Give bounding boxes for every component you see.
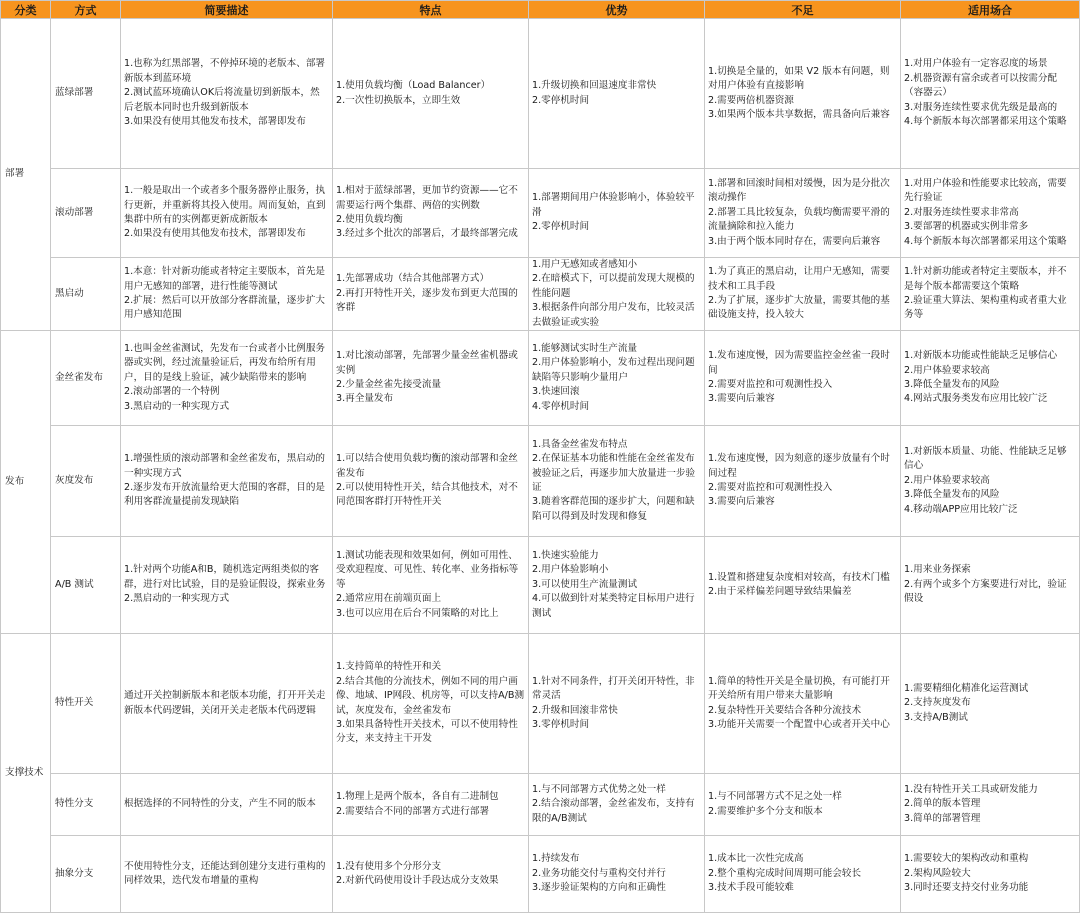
scenarios-line: 2.有两个或多个方案要进行对比，验证假设: [904, 578, 1067, 605]
scenarios-line: 3.同时还要支持交付业务功能: [904, 882, 1029, 894]
advantages-cell: [529, 774, 705, 836]
header-features: 特点: [333, 1, 529, 19]
disadvantages-line: 1.部署和回滚时间相对缓慢，因为是分批次滚动操作: [708, 177, 890, 204]
scenarios-line: 3.降低全量发布的风险: [904, 379, 1000, 391]
advantages-line: 3.快速回滚: [532, 386, 580, 398]
scenarios-line: 1.用来业务探索: [904, 564, 971, 576]
description-line: 1.也叫金丝雀测试，先发布一台或者小比例服务器或实例，经过流量验证后，再发布给所有用户，目的是线上验证，减少缺陷带来的影响: [124, 343, 326, 383]
disadvantages-line: 3.如果两个版本共享数据，需具备向后兼容: [708, 108, 890, 120]
category-cell: 支撑技术: [1, 634, 51, 913]
advantages-cell: [529, 331, 705, 426]
table-row: [1, 836, 1080, 913]
header-row: [1, 1, 1080, 19]
features-line: 1.相对于蓝绿部署，更加节约资源——它不需要运行两个集群、两倍的实例数: [336, 185, 518, 211]
advantages-line: 2.结合滚动部署，金丝雀发布，支持有限的A/B测试: [532, 798, 695, 824]
features-cell: [333, 537, 529, 634]
method-cell: 特性分支: [51, 774, 121, 836]
method-cell: 蓝绿部署: [51, 19, 121, 169]
header-category: 分类: [1, 1, 51, 19]
features-cell: [333, 169, 529, 258]
description-line: 3.如果没有使用其他发布技术，部署即发布: [124, 116, 306, 128]
advantages-line: 4.零停机时间: [532, 400, 590, 412]
advantages-cell: [529, 19, 705, 169]
header-description: 简要描述: [121, 1, 333, 19]
description-cell: [121, 258, 333, 331]
advantages-line: 3.逐步验证架构的方向和正确性: [532, 882, 666, 894]
method-cell: 抽象分支: [51, 836, 121, 913]
description-line: 1.针对两个功能A和B，随机选定两组类似的客群，进行对比试验，目的是验证假设，探索业务: [124, 564, 326, 590]
disadvantages-line: 2.复杂特性开关要结合各种分流技术: [708, 704, 862, 716]
features-cell: [333, 19, 529, 169]
advantages-line: 1.升级切换和回退速度非常快: [532, 80, 657, 92]
scenarios-cell: [901, 426, 1080, 537]
disadvantages-cell: [705, 169, 901, 258]
disadvantages-line: 3.需要向后兼容: [708, 393, 775, 405]
method-cell: 金丝雀发布: [51, 331, 121, 426]
disadvantages-line: 1.简单的特性开关是全量切换，有可能打开开关给所有用户带来大量影响: [708, 675, 890, 702]
features-line: 2.再打开特性开关，逐步发布到更大范围的客群: [336, 287, 518, 314]
features-line: 3.如果具备特性开关技术，可以不使用特性分支，来支持主干开发: [336, 718, 518, 745]
features-line: 1.测试功能表现和效果如何，例如可用性、受欢迎程度、可见性、转化率、业务指标等等: [336, 550, 519, 590]
disadvantages-line: 1.设置和搭建复杂度相对较高，有技术门槛: [708, 571, 890, 583]
category-cell: 发布: [1, 331, 51, 634]
table-row: [1, 331, 1080, 426]
disadvantages-cell: [705, 634, 901, 774]
scenarios-line: 3.支持A/B测试: [904, 711, 968, 723]
scenarios-line: 1.没有特性开关工具或研发能力: [904, 783, 1038, 795]
method-cell: 特性开关: [51, 634, 121, 774]
disadvantages-line: 3.功能开关需要一个配置中心或者开关中心: [708, 718, 890, 730]
scenarios-line: 1.需要较大的架构改动和重构: [904, 853, 1029, 865]
table-row: [1, 634, 1080, 774]
disadvantages-cell: [705, 19, 901, 169]
advantages-line: 1.持续发布: [532, 853, 580, 865]
features-line: 1.使用负载均衡（Load Balancer）: [336, 80, 491, 92]
disadvantages-line: 2.需要对监控和可观测性投入: [708, 379, 833, 391]
disadvantages-cell: [705, 774, 901, 836]
scenarios-line: 4.每个新版本每次部署都采用这个策略: [904, 116, 1067, 128]
description-cell: [121, 537, 333, 634]
features-cell: [333, 836, 529, 913]
features-line: 2.少量金丝雀先接受流量: [336, 379, 442, 391]
disadvantages-cell: [705, 537, 901, 634]
features-cell: [333, 634, 529, 774]
features-line: 1.对比滚动部署，先部署少量金丝雀机器或实例: [336, 350, 518, 376]
description-line: 2.滚动部署的一个特例: [124, 386, 220, 398]
disadvantages-line: 1.发布速度慢，因为需要监控金丝雀一段时间: [708, 350, 890, 376]
features-line: 2.结合其他的分流技术，例如不同的用户画像、地域、IP网段、机房等，可以支持A/B测试，灰度发布，金丝雀发布: [336, 675, 525, 716]
features-cell: [333, 426, 529, 537]
advantages-line: 3.可以使用生产流量测试: [532, 578, 638, 590]
advantages-line: 1.与不同部署方式优势之处一样: [532, 783, 666, 795]
description-line: 2.测试蓝环境确认OK后将流量切到新版本，然后老版本同时也升级到新版本: [124, 87, 320, 113]
description-cell: [121, 634, 333, 774]
advantages-line: 1.具备金丝雀发布特点: [532, 438, 628, 450]
advantages-line: 1.快速实验能力: [532, 550, 599, 562]
table-row: [1, 258, 1080, 331]
disadvantages-line: 3.需要向后兼容: [708, 496, 775, 508]
description-line: 1.一般是取出一个或者多个服务器停止服务，执行更新，并重新将其投入使用。周而复始，直到集群中所有的实例都更新成新版本: [124, 185, 326, 225]
description-cell: [121, 331, 333, 426]
advantages-cell: [529, 836, 705, 913]
features-line: 1.先部署成功（结合其他部署方式）: [336, 273, 490, 285]
table-row: [1, 774, 1080, 836]
description-line: 2.黑启动的一种实现方式: [124, 593, 230, 605]
scenarios-cell: [901, 19, 1080, 169]
disadvantages-cell: [705, 258, 901, 331]
disadvantages-line: 2.为了扩展，逐步扩大放量，需要其他的基础设施支持，投入较大: [708, 295, 890, 321]
disadvantages-line: 2.需要维护多个分支和版本: [708, 805, 823, 817]
features-line: 2.对新代码使用设计手段达成分支效果: [336, 875, 499, 887]
scenarios-cell: [901, 258, 1080, 331]
features-line: 2.使用负载均衡: [336, 214, 403, 225]
disadvantages-cell: [705, 331, 901, 426]
advantages-cell: [529, 634, 705, 774]
header-scenarios: 适用场合: [901, 1, 1080, 19]
method-cell: 灰度发布: [51, 426, 121, 537]
disadvantages-line: 2.由于采样偏差问题导致结果偏差: [708, 586, 852, 598]
disadvantages-line: 1.切换是全量的，如果 V2 版本有问题，则对用户体验有直接影响: [708, 65, 890, 92]
category-cell: 部署: [1, 19, 51, 331]
scenarios-line: 1.对用户体验和性能要求比较高，需要先行验证: [904, 177, 1067, 204]
scenarios-line: 2.对服务连续性要求非常高: [904, 206, 1019, 218]
advantages-line: 2.在暗模式下，可以提前发现大规模的性能问题: [532, 273, 695, 299]
header-advantages: 优势: [529, 1, 705, 19]
description-cell: [121, 19, 333, 169]
description-line: 通过开关控制新版本和老版本功能，打开开关走新版本代码逻辑，关闭开关走老版本代码逻辑: [124, 690, 326, 716]
scenarios-line: 3.降低全量发布的风险: [904, 489, 1000, 501]
scenarios-cell: [901, 537, 1080, 634]
advantages-cell: [529, 258, 705, 331]
description-line: 不使用特性分支，还能达到创建分支进行重构的同样效果，迭代发布增量的重构: [124, 860, 326, 887]
scenarios-line: 2.用户体验要求较高: [904, 364, 990, 376]
features-line: 2.一次性切换版本，立即生效: [336, 94, 461, 106]
scenarios-line: 1.针对新功能或者特定主要版本，并不是每个版本都需要这个策略: [904, 266, 1067, 292]
scenarios-line: 1.对新版本质量、功能、性能缺乏足够信心: [904, 446, 1067, 472]
scenarios-line: 2.用户体验要求较高: [904, 474, 990, 486]
description-cell: [121, 426, 333, 537]
advantages-cell: [529, 426, 705, 537]
advantages-line: 2.零停机时间: [532, 221, 590, 233]
features-cell: [333, 774, 529, 836]
disadvantages-line: 1.与不同部署方式不足之处一样: [708, 791, 842, 803]
scenarios-line: 4.每个新版本每次部署都采用这个策略: [904, 235, 1067, 247]
description-cell: [121, 836, 333, 913]
scenarios-line: 3.对服务连续性要求优先级是最高的: [904, 101, 1058, 113]
method-cell: A/B 测试: [51, 537, 121, 634]
scenarios-line: 1.需要精细化精准化运营测试: [904, 682, 1029, 694]
advantages-line: 2.在保证基本功能和性能在金丝雀发布被验证之后，再逐步加大放量进一步验证: [532, 453, 696, 494]
scenarios-cell: [901, 169, 1080, 258]
advantages-cell: [529, 537, 705, 634]
features-line: 1.支持简单的特性开和关: [336, 661, 442, 673]
method-cell: 滚动部署: [51, 169, 121, 258]
disadvantages-line: 2.需要对监控和可观测性投入: [708, 482, 833, 494]
description-line: 根据选择的不同特性的分支，产生不同的版本: [124, 798, 316, 810]
disadvantages-line: 1.为了真正的黑启动，让用户无感知，需要技术和工具手段: [708, 266, 890, 292]
description-cell: [121, 774, 333, 836]
features-line: 2.通常应用在前端页面上: [336, 593, 442, 605]
table-row: [1, 19, 1080, 169]
description-line: 2.逐步发布开放流量给更大范围的客群，目的是利用客群流量提前发现缺陷: [124, 482, 326, 508]
description-line: 1.也称为红黑部署，不停掉环境的老版本、部署新版本到蓝环境: [124, 58, 326, 84]
scenarios-line: 4.网站式服务类发布应用比较广泛: [904, 393, 1048, 405]
description-line: 1.本意：针对新功能或者特定主要版本，首先是用户无感知的部署，进行性能等测试: [124, 266, 326, 292]
scenarios-line: 2.架构风险较大: [904, 867, 971, 879]
features-line: 1.没有使用多个分形分支: [336, 860, 442, 872]
scenarios-line: 1.对新版本功能或性能缺乏足够信心: [904, 350, 1058, 362]
features-cell: [333, 331, 529, 426]
advantages-line: 3.零停机时间: [532, 718, 590, 730]
scenarios-line: 3.要部署的机器或实例非常多: [904, 221, 1029, 233]
scenarios-cell: [901, 331, 1080, 426]
features-line: 2.需要结合不同的部署方式进行部署: [336, 805, 490, 817]
advantages-line: 4.可以做到针对某类特定目标用户进行测试: [532, 593, 695, 619]
features-line: 3.经过多个批次的部署后，才最终部署完成: [336, 228, 518, 240]
table-row: [1, 426, 1080, 537]
description-line: 2.如果没有使用其他发布技术，部署即发布: [124, 228, 306, 240]
scenarios-line: 2.简单的版本管理: [904, 798, 981, 810]
scenarios-cell: [901, 836, 1080, 913]
disadvantages-line: 3.由于两个版本同时存在，需要向后兼容: [708, 235, 881, 247]
scenarios-line: 2.验证重大算法、架构重构或者重大业务等: [904, 295, 1067, 321]
description-line: 2.扩展：然后可以开放部分客群流量，逐步扩大用户感知范围: [124, 295, 326, 321]
disadvantages-line: 1.成本比一次性完成高: [708, 853, 804, 865]
advantages-line: 1.用户无感知或者感知小: [532, 259, 638, 270]
header-method: 方式: [51, 1, 121, 19]
scenarios-line: 4.移动端APP应用比较广泛: [904, 503, 1018, 515]
description-cell: [121, 169, 333, 258]
features-line: 3.再全量发布: [336, 393, 394, 405]
features-line: 2.可以使用特性开关，结合其他技术，对不同范围客群打开特性开关: [336, 482, 518, 508]
disadvantages-cell: [705, 836, 901, 913]
advantages-line: 3.根据条件向部分用户发布，比较灵活去做验证或实验: [532, 302, 695, 328]
disadvantages-line: 3.技术手段可能较难: [708, 882, 794, 894]
advantages-line: 1.能够测试实时生产流量: [532, 343, 638, 355]
advantages-line: 3.随着客群范围的逐步扩大，问题和缺陷可以得到及时发现和修复: [532, 496, 695, 522]
advantages-cell: [529, 169, 705, 258]
advantages-line: 2.用户体验影响小，发布过程出现问题缺陷等只影响少量用户: [532, 357, 695, 383]
advantages-line: 1.部署期间用户体验影响小，体验较平滑: [532, 192, 695, 218]
scenarios-line: 3.简单的部署管理: [904, 812, 981, 824]
advantages-line: 2.升级和回滚非常快: [532, 704, 618, 716]
disadvantages-line: 2.整个重构完成时间周期可能会较长: [708, 867, 862, 879]
features-line: 3.也可以应用在后台不同策略的对比上: [336, 607, 499, 619]
scenarios-line: 1.对用户体验有一定容忍度的场景: [904, 58, 1048, 70]
disadvantages-cell: [705, 426, 901, 537]
disadvantages-line: 2.需要两倍机器资源: [708, 94, 794, 106]
scenarios-line: 2.机器资源有富余或者可以按需分配（容器云）: [904, 72, 1058, 99]
features-cell: [333, 258, 529, 331]
description-line: 1.增强性质的滚动部署和金丝雀发布，黑启动的一种实现方式: [124, 453, 326, 479]
features-line: 1.物理上是两个版本，各自有二进制包: [336, 791, 499, 803]
scenarios-cell: [901, 774, 1080, 836]
method-cell: 黑启动: [51, 258, 121, 331]
features-line: 1.可以结合使用负载均衡的滚动部署和金丝雀发布: [336, 453, 518, 479]
header-disadvantages: 不足: [705, 1, 901, 19]
advantages-line: 2.业务功能交付与重构交付并行: [532, 867, 666, 879]
advantages-line: 2.用户体验影响小: [532, 564, 609, 576]
scenarios-line: 2.支持灰度发布: [904, 697, 971, 709]
table-row: [1, 537, 1080, 634]
description-line: 3.黑启动的一种实现方式: [124, 400, 230, 412]
advantages-line: 1.针对不同条件，打开关闭开特性，非常灵活: [532, 675, 695, 702]
disadvantages-line: 2.部署工具比较复杂，负载均衡需要平滑的流量摘除和拉入能力: [708, 206, 890, 233]
scenarios-cell: [901, 634, 1080, 774]
table-body: [1, 19, 1080, 913]
disadvantages-line: 1.发布速度慢，因为刻意的逐步放量有个时间过程: [708, 453, 890, 479]
table-row: [1, 169, 1080, 258]
advantages-line: 2.零停机时间: [532, 94, 590, 106]
